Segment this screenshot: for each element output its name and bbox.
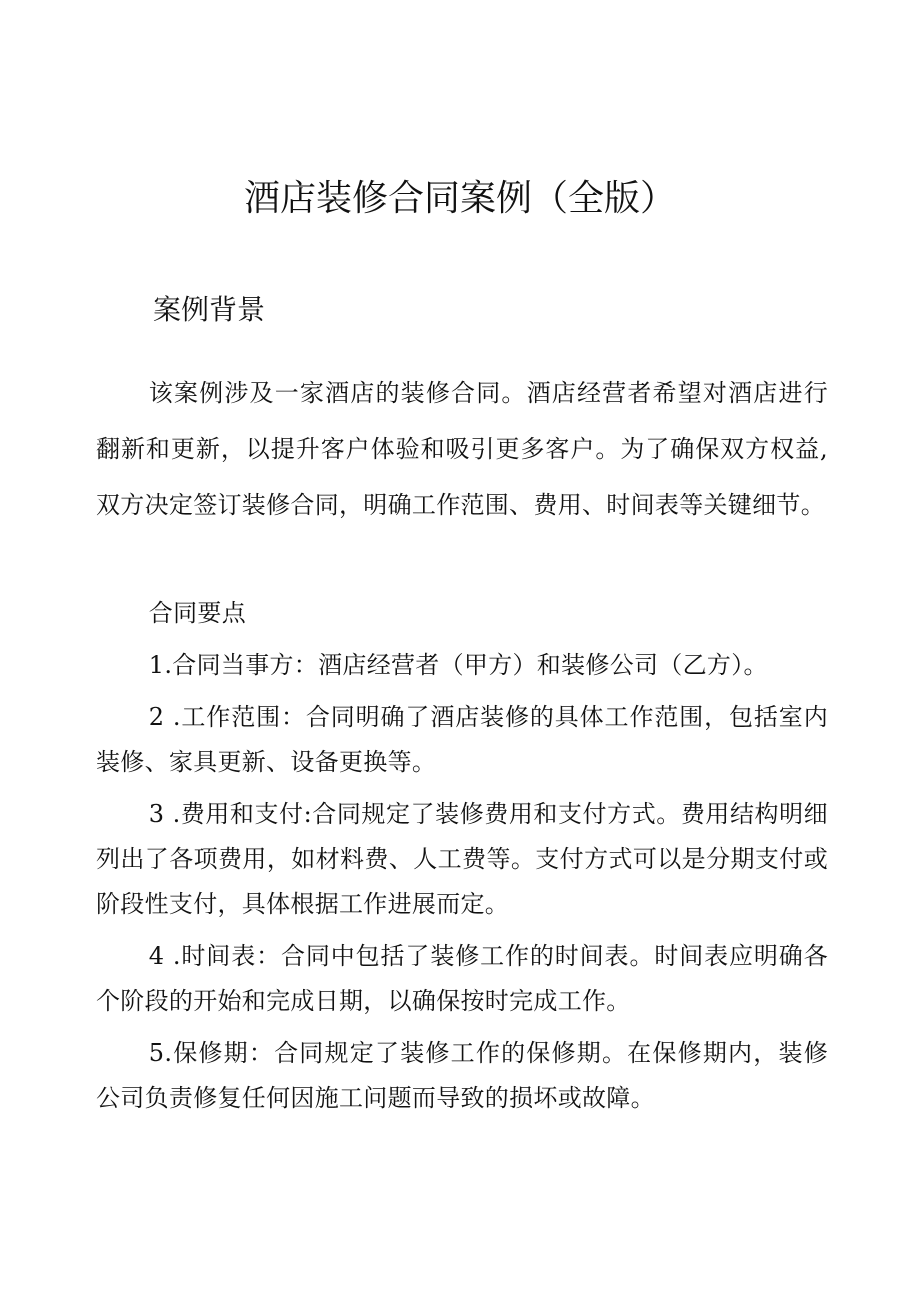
point-item: 5.保修期：合同规定了装修工作的保修期。在保修期内，装修公司负责修复任何因施工问题而导致的损坏或故障。: [96, 1039, 828, 1112]
background-paragraph: 该案例涉及一家酒店的装修合同。酒店经营者希望对酒店进行翻新和更新，以提升客户体验和吸引更多客户。为了确保双方权益,双方决定签订装修合同，明确工作范围、费用、时间表等关键细节。: [96, 379, 828, 519]
point-item: 1.合同当事方：酒店经营者（甲方）和装修公司（乙方）。: [148, 651, 768, 679]
points-heading: 合同要点: [148, 599, 246, 627]
document-title: 酒店装修合同案例（全版）: [243, 178, 676, 219]
point-item: 3 .费用和支付:合同规定了装修费用和支付方式。费用结构明细列出了各项费用，如材料费、人工费等。支付方式可以是分期支付或阶段性支付，具体根据工作进展而定。: [96, 800, 828, 918]
contract-points-section: [96, 591, 828, 1128]
point-item: 2 .工作范围：合同明确了酒店装修的具体工作范围，包括室内装修、家具更新、设备更换等。: [96, 703, 828, 776]
point-item: 4 .时间表：合同中包括了装修工作的时间表。时间表应明确各个阶段的开始和完成日期，以确保按时完成工作。: [96, 942, 828, 1015]
section-heading-background: 案例背景: [153, 293, 266, 326]
